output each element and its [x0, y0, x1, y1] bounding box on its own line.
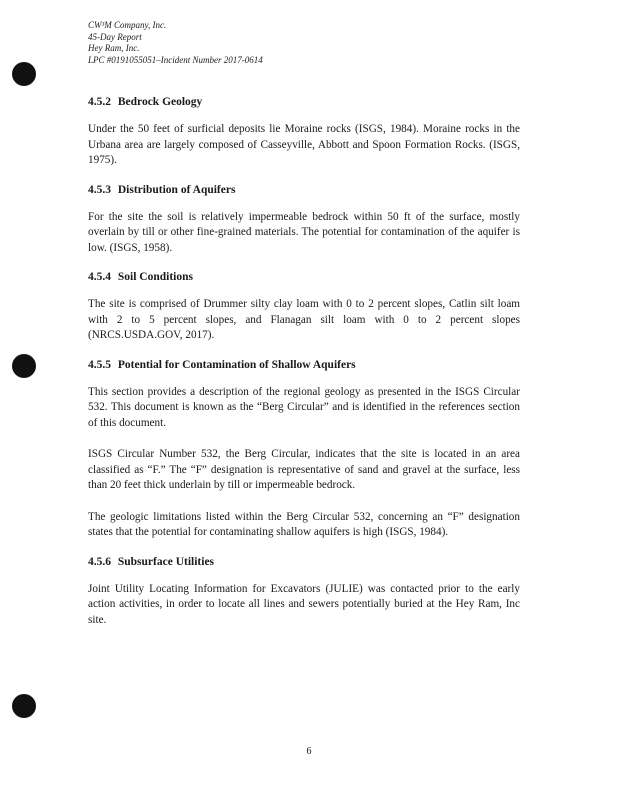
section-number: 4.5.5 — [88, 358, 111, 371]
section-title: Distribution of Aquifers — [117, 183, 236, 196]
paragraph: ISGS Circular Number 532, the Berg Circular, indicates that the site is located in an area classified as “F.” The “F” designation is representative of sand and gravel at the surface, less than 20 feet thick underlain by till or impermeable bedrock. — [88, 448, 520, 491]
paragraph: The site is comprised of Drummer silty clay loam with 0 to 2 percent slopes, Catlin silt loam with 2 to 5 percent slopes, and Flanagan silt loam with 0 to 2 percent slopes (NRCS.USDA.GOV, 2017). — [88, 298, 520, 341]
paragraph: This section provides a description of the regional geology as presented in the ISGS Circular 532. This document is known as the “Berg Circular” and is identified in the references section of this document. — [88, 385, 520, 429]
paragraph: Under the 50 feet of surficial deposits lie Moraine rocks (ISGS, 1984). Moraine rocks in the Urbana area are largely composed of Casseyville, Abbott and Spoon Formation Rocks. (ISGS, 1975). — [88, 123, 520, 166]
section-title: Bedrock Geology — [117, 96, 203, 108]
page-number: 6 — [306, 746, 312, 757]
document-header — [88, 20, 263, 66]
section-title: Subsurface Utilities — [117, 555, 215, 568]
paragraph: The geologic limitations listed within the Berg Circular 532, concerning an “F” designation states that the potential for contaminating shallow aquifers is high (ISGS, 1984). — [88, 510, 520, 538]
header-report-type: 45-Day Report — [88, 31, 142, 42]
punch-hole-bottom — [12, 694, 36, 718]
section-title: Potential for Contamination of Shallow Aquifers — [117, 358, 356, 371]
header-client: Hey Ram, Inc. — [88, 43, 140, 53]
punch-hole-top — [12, 62, 36, 86]
section-heading-soil-conditions — [88, 270, 520, 284]
section-heading-subsurface-utilities — [88, 555, 520, 569]
paragraph: For the site the soil is relatively impermeable bedrock within 50 ft of the surface, mostly overlain by till or other fine-grained materials. The potential for contamination of the aquifer is low. (ISGS, 1958). — [88, 210, 520, 254]
section-number: 4.5.4 — [88, 271, 111, 283]
header-incident: LPC #0191055051–Incident Number 2017-0614 — [88, 54, 263, 65]
punch-hole-middle — [12, 354, 36, 378]
section-number: 4.5.3 — [88, 183, 111, 196]
section-number: 4.5.2 — [88, 96, 111, 108]
paragraph: Joint Utility Locating Information for Excavators (JULIE) was contacted prior to the early action activities, in order to locate all lines and sewers potentially buried at the Hey Ram, Inc site. — [88, 582, 520, 626]
section-title: Soil Conditions — [117, 271, 193, 283]
document-body — [88, 95, 520, 628]
section-heading-distribution-of-aquifers — [88, 183, 520, 197]
section-number: 4.5.6 — [88, 555, 111, 568]
section-heading-contamination-shallow-aquifers — [88, 358, 520, 372]
header-company: CW³M Company, Inc. — [88, 20, 167, 30]
section-heading-bedrock-geology — [88, 95, 520, 109]
